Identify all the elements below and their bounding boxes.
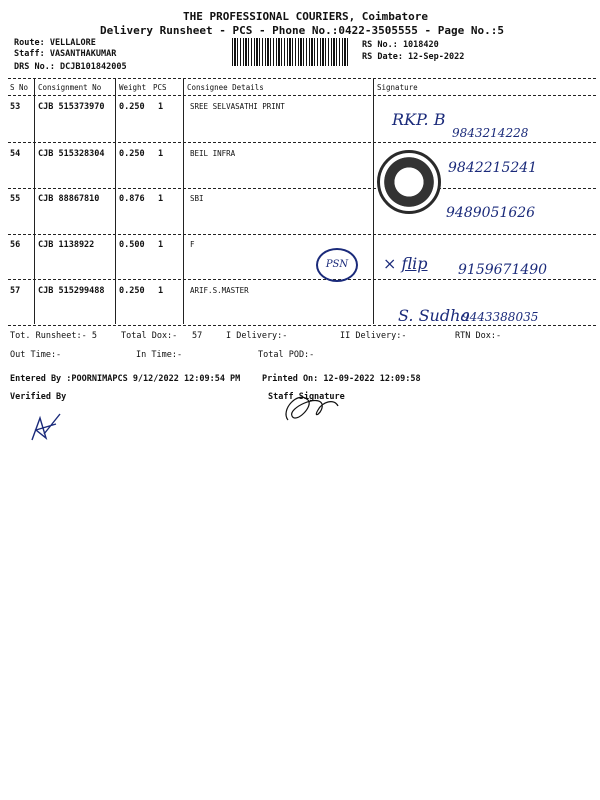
entered-by: Entered By :POORNIMAPCS 9/12/2022 12:09:54 PM [10, 374, 241, 384]
col-pcs: PCS [153, 83, 167, 92]
rtn-dox: RTN Dox:- [455, 331, 502, 341]
signature-56-mark: × flip [383, 254, 428, 273]
col-weight: Weight [119, 83, 147, 92]
row-consignee: BEIL INFRA [190, 149, 236, 158]
row-weight: 0.500 [119, 240, 145, 250]
row-sno: 53 [10, 102, 21, 112]
drs-number: DRS No.: DCJB101842005 [14, 62, 127, 72]
total-pod: Total POD:- [258, 350, 315, 360]
row-sno: 55 [10, 194, 21, 204]
row-consignee: SBI [190, 194, 204, 203]
col-sno: S No [10, 83, 29, 92]
column-rule [183, 79, 184, 324]
total-runsheet: Tot. Runsheet:- 5 [10, 331, 97, 341]
signature-56-circle: PSN [316, 248, 358, 282]
row-sno: 57 [10, 286, 21, 296]
printed-on: Printed On: 12-09-2022 12:09:58 [262, 374, 421, 384]
total-dox-value: 57 [192, 331, 203, 341]
row-pcs: 1 [158, 240, 164, 250]
col-signature: Signature [377, 83, 418, 92]
rs-date: RS Date: 12-Sep-2022 [362, 52, 465, 62]
row-consignment: CJB 1138922 [38, 240, 95, 250]
row-pcs: 1 [158, 286, 164, 296]
row-consignee: F [190, 240, 195, 249]
total-dox: Total Dox:- [121, 331, 178, 341]
company-title: THE PROFESSIONAL COURIERS, Coimbatore [183, 10, 429, 23]
row-consignee: ARIF.S.MASTER [190, 286, 249, 295]
col-consignment: Consignment No [38, 83, 102, 92]
ii-delivery: II Delivery:- [340, 331, 407, 341]
barcode [232, 38, 350, 66]
signature-53-name: RKP. B [392, 110, 446, 129]
out-time: Out Time:- [10, 350, 62, 360]
row-weight: 0.876 [119, 194, 145, 204]
signature-56-phone: 9159671490 [458, 262, 548, 278]
staff-signature-scribble-icon [278, 380, 348, 430]
route-label: Route: VELLALORE [14, 38, 96, 48]
row-sno: 54 [10, 149, 21, 159]
divider [8, 188, 596, 189]
signature-57-phone: 9443388035 [462, 310, 539, 324]
staff-label: Staff: VASANTHAKUMAR [14, 49, 117, 59]
row-sno: 56 [10, 240, 21, 250]
verified-by: Verified By [10, 392, 67, 402]
column-rule [373, 79, 374, 324]
row-consignee: SREE SELVASATHI PRINT [190, 102, 285, 111]
row-consignment: CJB 515373970 [38, 102, 105, 112]
i-delivery: I Delivery:- [226, 331, 288, 341]
column-rule [34, 79, 35, 324]
rs-number: RS No.: 1018420 [362, 40, 439, 50]
row-consignment: CJB 515328304 [38, 149, 105, 159]
row-consignment: CJB 88867810 [38, 194, 100, 204]
row-consignment: CJB 515299488 [38, 286, 105, 296]
row-pcs: 1 [158, 149, 164, 159]
signature-57-name: S. Sudha [398, 306, 470, 325]
divider [8, 279, 596, 280]
row-pcs: 1 [158, 194, 164, 204]
row-weight: 0.250 [119, 149, 145, 159]
in-time: In Time:- [136, 350, 183, 360]
divider [8, 142, 596, 143]
divider [8, 234, 596, 235]
signature-54-phone: 9842215241 [448, 160, 538, 176]
divider [8, 95, 596, 96]
divider [8, 78, 596, 79]
row-weight: 0.250 [119, 286, 145, 296]
row-weight: 0.250 [119, 102, 145, 112]
signature-53-phone: 9843214228 [452, 126, 529, 140]
verifier-signature-icon [26, 410, 66, 446]
signature-55-phone: 9489051626 [446, 205, 536, 221]
bank-stamp-icon [377, 150, 441, 214]
staff-signature: Staff Signature [268, 392, 345, 402]
row-pcs: 1 [158, 102, 164, 112]
column-rule [115, 79, 116, 324]
col-consignee: Consignee Details [187, 83, 264, 92]
divider [8, 325, 596, 326]
runsheet-subtitle: Delivery Runsheet - PCS - Phone No.:0422-3505555 - Page No.:5 [100, 24, 504, 37]
